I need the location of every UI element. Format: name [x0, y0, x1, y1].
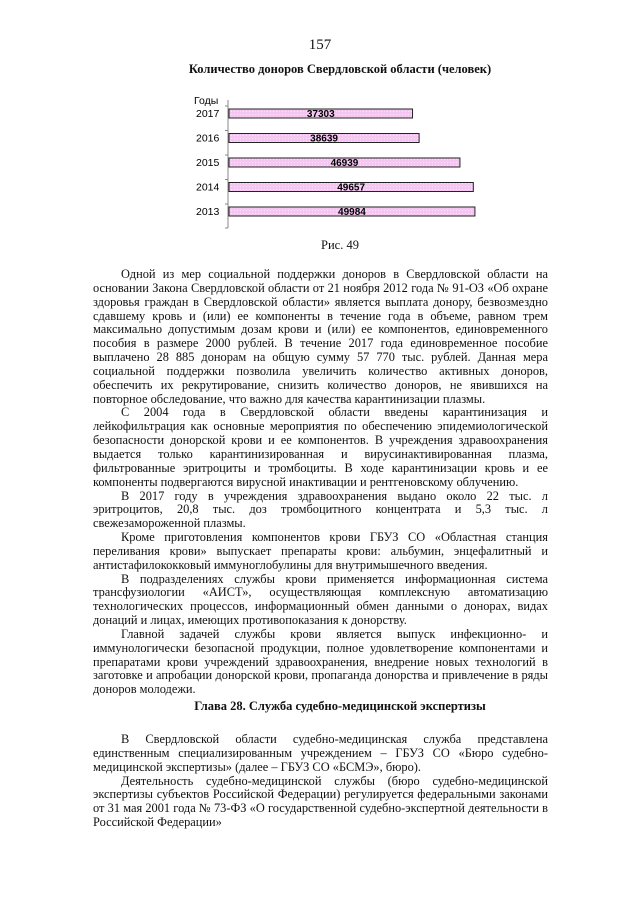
y-axis-label: Годы — [194, 95, 219, 107]
data-label: 38639 — [310, 133, 338, 145]
paragraph: Кроме приготовления компонентов крови ГБУЗ СО «Областная станция переливания крови» выпускает препараты крови: альбумин, энцефалитный и антистафилококковый иммуноглобулины для внутримышечного введения. — [93, 530, 548, 572]
category-label: 2013 — [196, 206, 220, 218]
chart-title: Количество доноров Свердловской области (человек) — [188, 62, 492, 76]
page-number: 157 — [308, 37, 332, 53]
data-label: 37303 — [306, 109, 335, 120]
data-label: 49984 — [338, 207, 366, 218]
chapter-heading: Глава 28. Служба судебно-медицинской экспертизы — [194, 699, 486, 713]
paragraph: В подразделениях службы крови применяется информационная система трансфузиологии «АИСТ», осуществляющая комплексную автоматизацию технологических процессов, информационный обмен данными о донорах, видах донаций и лицах, имеющих противопоказания к донорству. — [93, 571, 548, 628]
category-label: 2015 — [196, 157, 220, 169]
category-label: 2014 — [196, 181, 220, 194]
paragraph: С 2004 года в Свердловской области введены карантинизация и лейкофильтрация как основные мероприятия по обеспечению эпидемиологической безопасности донорской крови и ее компонентов. В учреждения здравоохранения выдается только карантинизированная и вирусинактивированная плазма, фильтрованные эритроциты и тромбоциты. В ходе карантинизации кровь и ее компоненты подвергаются вирусной инактивации и рентгеновскому облучению. — [93, 405, 548, 489]
category-label: 2016 — [196, 132, 220, 145]
donors-bar-chart — [180, 90, 500, 235]
paragraph: Главной задачей службы крови является выпуск инфекционно- и иммунологически безопасной продукции, полное удовлетворение компонентами и препаратами крови учреждений здравоохранения, внедрение новых технологий в заготовке и апробации донорской крови, пропаганда донорства и привлечение в ряды доноров молодежи. — [93, 626, 548, 697]
figure-caption: Рис. 49 — [321, 238, 359, 252]
paragraph: Деятельность судебно-медицинской службы (бюро судебно-медицинской экспертизы субъектов Российской Федерации) регулируется федеральными законами от 31 мая 2001 года № 73-ФЗ «О государственной судебно-экспертной деятельности в Российской Федерации» — [93, 773, 548, 830]
body-text-section-1 — [93, 268, 548, 697]
category-label: 2017 — [196, 108, 220, 120]
paragraph: В Свердловской области судебно-медицинская служба представлена единственным специализированным учреждением – ГБУЗ СО «Бюро судебно-медицинской экспертизы» (далее – ГБУЗ СО «БСМЭ», бюро). — [93, 732, 548, 774]
data-label: 49657 — [337, 182, 366, 194]
paragraph: В 2017 году в учреждения здравоохранения выдано около 22 тыс. л эритроцитов, 20,8 тыс. доз тромбоцитного концентрата и 5,3 тыс. л свежезамороженной плазмы. — [93, 488, 548, 531]
paragraph: Одной из мер социальной поддержки доноров в Свердловской области на основании Закона Свердловской области от 21 ноября 2012 года № 91-ОЗ «Об охране здоровья граждан в Свердловской области» является выплата донору, безвозмездно сдавшему кровь и (или) ее компоненты в течение года в объеме, равном трем максимально допустимым дозам крови и (или) ее компонентов, единовременного пособия в размере 2000 рублей. В течение 2017 года единовременное пособие выплачено 28 885 донорам на общую сумму 57 770 тыс. рублей. Данная мера социальной поддержки позволила увеличить количество активных доноров, обеспечить их рекрутирование, снизить количество доноров, не явившихся на повторное обследование, что важно для качества карантинизации плазмы. — [93, 267, 548, 406]
data-label: 46939 — [330, 158, 359, 169]
body-text-section-2 — [93, 733, 548, 830]
